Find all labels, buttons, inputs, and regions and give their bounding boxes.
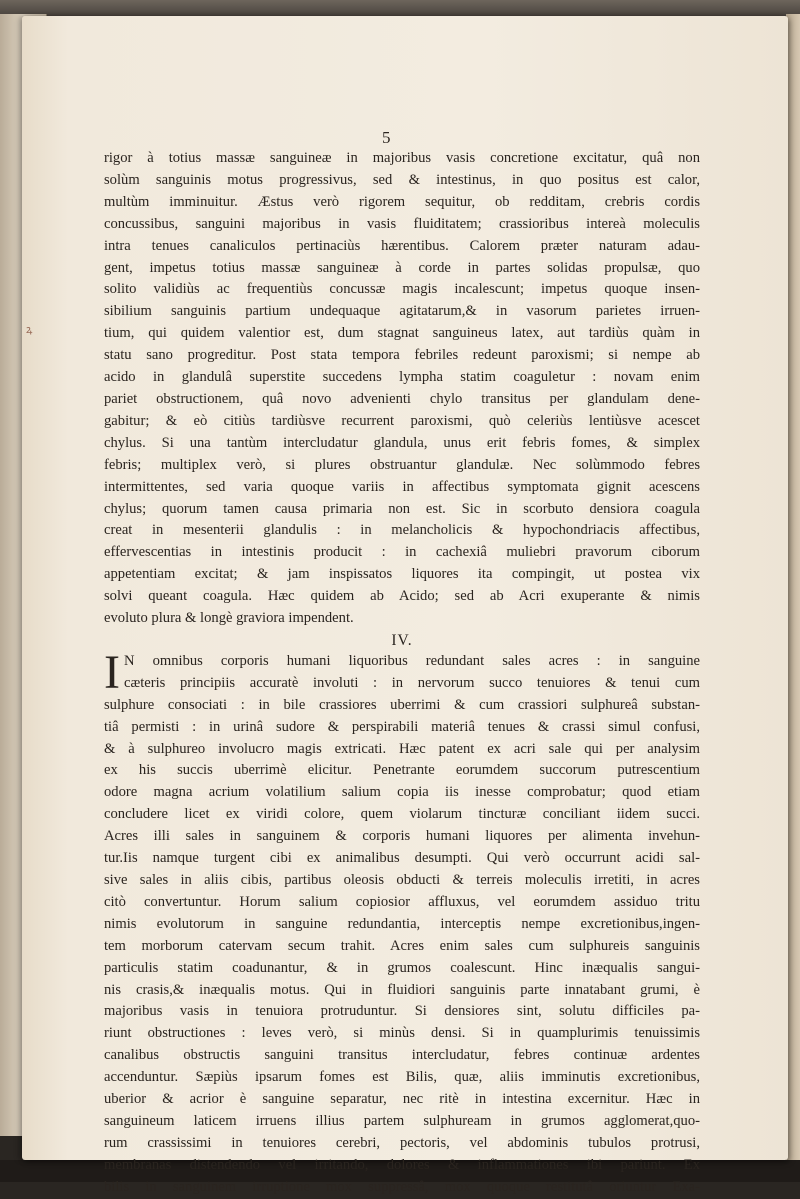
text-line: sive sales in aliis cibis, partibus oleosis obducti & terreis moleculis irretiti, in acres xyxy=(104,872,700,888)
text-line: tur.Iis namque turgent cibi ex animalibus desumpti. Qui verò occurrunt acidi sal- xyxy=(104,850,700,867)
text-line: uberior & acrior è sanguine separatur, nec ritè in intestina excernitur. Hæc in xyxy=(104,1091,700,1108)
text-line: chylus; quorum tamen causa primaria non est. Sic in scorbuto densiora coagula xyxy=(104,500,700,517)
text-line: intermittentes, sed varia quoque variis in affectibus symptomata gignit acescens xyxy=(104,478,700,495)
text-line: multùm imminuitur. Æstus verò rigorem sequitur, ob redditam, crebris cordis xyxy=(104,193,700,210)
text-line: particulis statim coadunantur, & in grumos coalescunt. Hinc inæqualis sangui- xyxy=(104,959,700,976)
text-line: gent, impetus totius massæ sanguineæ à corde in partes solidas propulsæ, quo xyxy=(104,259,700,276)
text-line: odore magna acrium volatilium salium copia iis inesse comprobatur; quod etiam xyxy=(104,784,700,801)
text-line: appetentiam excitat; & jam inspissatos liquores ita compingit, ut postea vix xyxy=(104,566,700,583)
text-line: canalibus obstructis sanguini transitus intercludatur, febres continuæ ardentes xyxy=(104,1047,700,1064)
text-line: pariet obstructionem, quâ novo advenienti chylo transitus per glandulam dene- xyxy=(104,390,700,407)
text-line: nis crasis,& inæqualis motus. Qui in fluidiori sanguinis parte innatabant grumi, è xyxy=(104,981,700,998)
section-heading: IV. xyxy=(391,631,413,649)
text-line: nimis evolutorum in sanguine redundantia, interceptis nempe excretionibus,ingen- xyxy=(104,915,700,932)
text-line: statu sano progreditur. Post stata tempora febriles redeunt paroxismi; si nempe ab xyxy=(104,347,700,364)
paragraph-section-2 xyxy=(104,645,700,1199)
margin-mark: ꝝ xyxy=(26,324,33,336)
text-line: concussibus, sanguini majoribus in vasis fluiditatem; crassioribus intereà moleculis xyxy=(104,215,700,232)
text-line: solùm sanguinis motus progressivus, sed & intestinus, in quo positus est calor, xyxy=(104,171,700,188)
text-line: sanguineum laticem irruens illius partem sulphuream in grumos agglomerat,quo- xyxy=(104,1112,700,1129)
text-line: solito validiùs ac frequentiùs concussæ magis incalescunt; impetus quoque insen- xyxy=(104,281,700,298)
drop-cap: I xyxy=(104,645,120,699)
text-line: N omnibus corporis humani liquoribus redundant sales acres : in sanguine xyxy=(124,652,700,669)
text-line: intra tenues canaliculos pertinaciùs hærentibus. Calorem præter naturam adau- xyxy=(104,237,700,254)
text-line: concludere licet ex viridi colore, quem violarum tincturæ conciliant iidem succi. xyxy=(104,806,700,823)
paragraph-section-1 xyxy=(104,148,700,630)
text-line: ex his succis uberrimè elicitur. Penetrante eorumdem succorum putrescentium xyxy=(104,762,700,779)
text-line: sulphure consociati : in bile crassiores uberrimi & cum crassiori sulphureâ substan- xyxy=(104,696,700,713)
text-line: febris; multiplex verò, si plures obstruantur glandulæ. Nec solùmmodo febres xyxy=(104,456,700,473)
text-line: cæteris principiis accuratè involuti : in nervorum succo tenuiores & tenui cum xyxy=(124,674,700,691)
text-line: & à sulphureo involucro magis extricati. Hæc patent ex acri sale qui per analysim xyxy=(104,740,700,757)
text-line: creat in mesenterii glandulis : in melancholicis & hypochondriacis affectibus, xyxy=(104,522,700,539)
text-line: rigor à totius massæ sanguineæ in majoribus vasis concretione excitatur, quâ non xyxy=(104,150,700,166)
right-page-edge xyxy=(786,14,800,1164)
text-line: accenduntur. Sæpiùs ipsarum fomes est Bilis, quæ, aliis imminutis excretionibus, xyxy=(104,1069,700,1086)
text-line: tium, qui quidem valentior est, dum stagnat sanguineus latex, aut tardiùs quàm in xyxy=(104,325,700,342)
text-line: effervescentias in intestinis producit : in cachexiâ muliebri pravorum ciborum xyxy=(104,544,700,561)
text-line: sibilium sanguinis partium undequaque agitatarum,& in vasorum parietes irruen- xyxy=(104,303,700,320)
text-block xyxy=(104,148,700,1199)
text-line: riunt obstructiones : leves verò, si minùs densi. Si in quamplurimis tenuissimis xyxy=(104,1025,700,1042)
text-line: acido in glandulâ superstite succedens lympha statim coaguletur : novam enim xyxy=(104,369,700,386)
text-line: citò convertuntur. Horum salium copiosior affluxus, vel eorumdem assiduo tritu xyxy=(104,893,700,910)
text-line: evoluto plura & longè graviora impendent. xyxy=(104,610,354,627)
text-line: solvi queant coagula. Hæc quidem ab Acido; sed ab Acri exuperante & nimis xyxy=(104,588,700,605)
text-line: chylus. Si una tantùm intercludatur glandula, unus erit febris fomes, & simplex xyxy=(104,434,700,451)
text-line: tem morborum catervam secum trahit. Acres enim sales cum sulphureis sanguinis xyxy=(104,937,700,954)
text-line: gabitur; & eò citiùs tardiùsve recurrent paroxismi, quò celeriùs lentiùsve acescet xyxy=(104,412,700,429)
text-line: Acres illi sales in sanguinem & corporis humani liquores per alimenta invehun- xyxy=(104,828,700,845)
page-number: 5 xyxy=(382,128,391,147)
text-line: membranas distendendo vel irritando, dolores & inflammationes ibi pariunt. Ex xyxy=(104,1156,700,1173)
text-line: majoribus vasis in tenuiora protruduntur. Si densiores sint, solutu difficiles pa- xyxy=(104,1003,700,1020)
text-line: tiâ permisti : in urinâ sudore & perspirabili materiâ tenues & crassi simul confusi, xyxy=(104,718,700,735)
text-line: rum crassissimi in tenuiores cerebri, pectoris, vel abdominis tubulos protrusi, xyxy=(104,1134,700,1151)
text-line: bilis in sanguinem irruptione mox suppressâ, mox quoque restitutâ oriuntur Exa- xyxy=(104,1178,700,1195)
